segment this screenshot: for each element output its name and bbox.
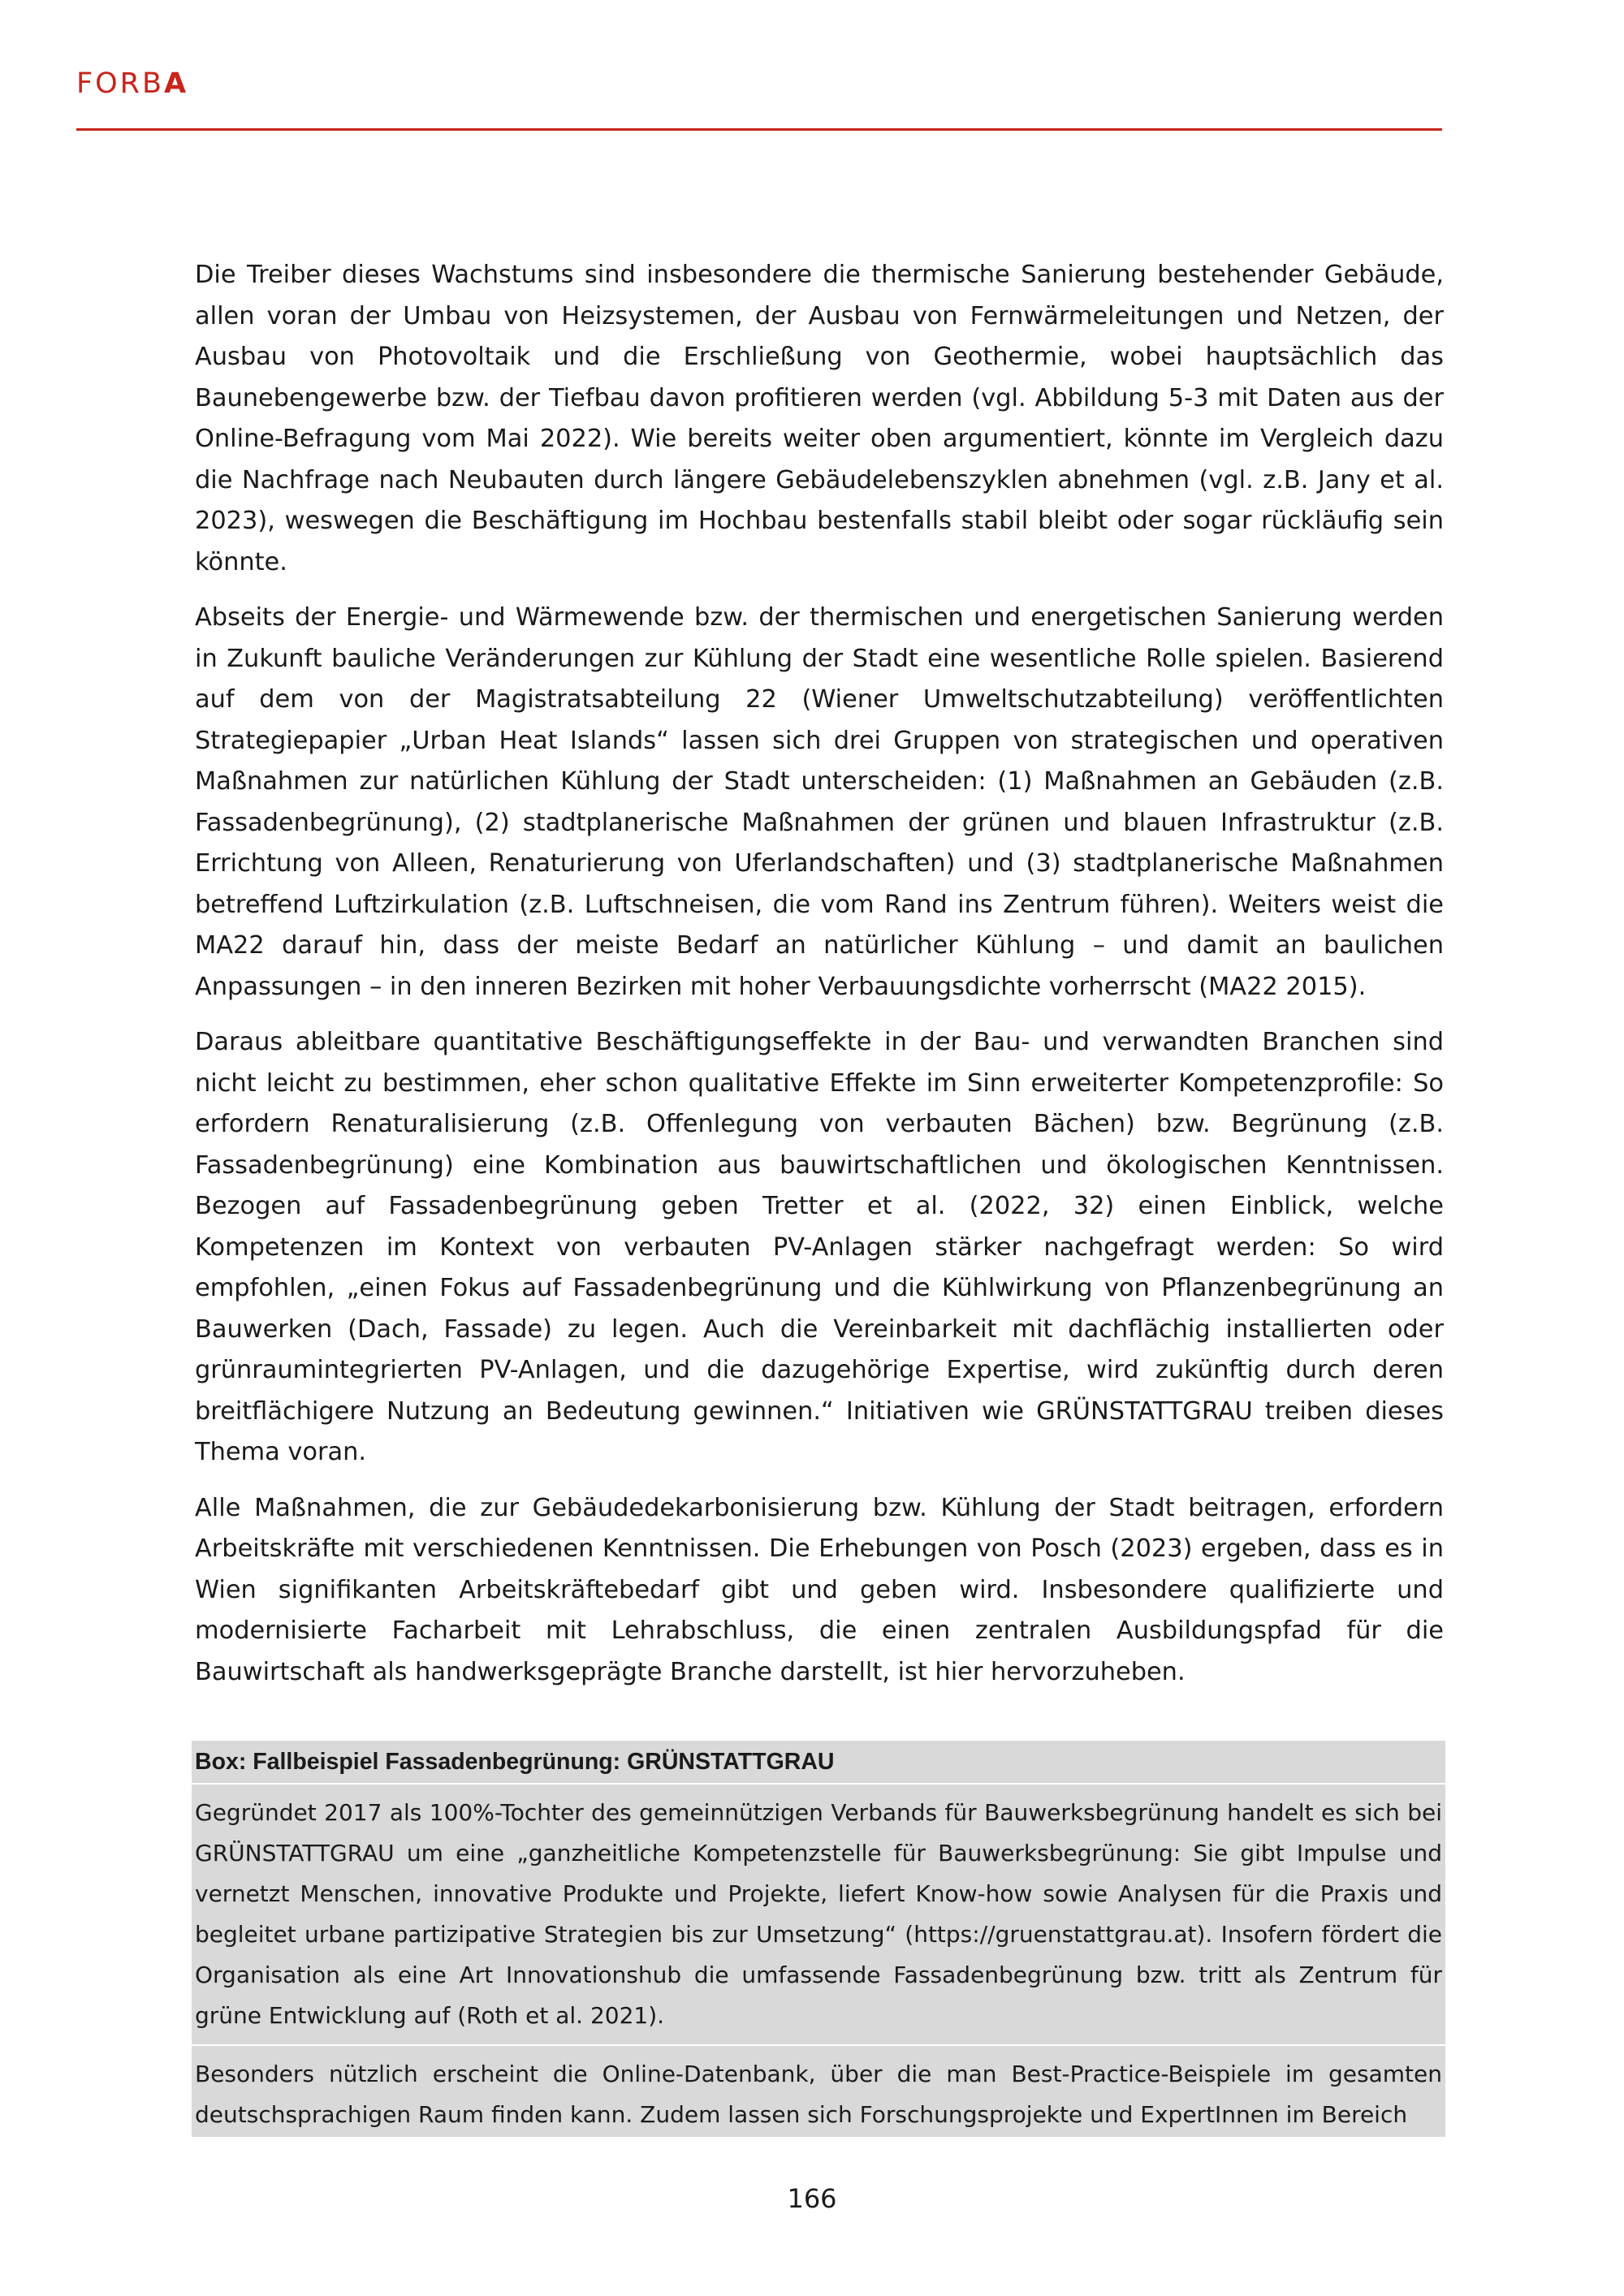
body-paragraph: Alle Maßnahmen, die zur Gebäudedekarbonisierung bzw. Kühlung der Stadt beitragen, erfordern Arbeitskräfte mit verschiedenen Kenntnissen. Die Erhebungen von Posch (2023) ergeben, dass es in Wien signifikanten Arbeitskräftebedarf gibt und geben wird. Insbesondere qualifizierte und modernisierte Facharbeit mit Lehrabschluss, die einen zentralen Ausbildungspfad für die Bauwirtschaft als handwerksgeprägte Branche darstellt, ist hier hervorzuheben. [195,1493,1444,1686]
box-paragraph: Gegründet 2017 als 100%-Tochter des gemeinnützigen Verbands für Bauwerksbegrünung handelt es sich bei GRÜNSTATTGRAU um eine „ganzheitliche Kompetenzstelle für Bauwerksbegrünung: Sie gibt Impulse und vernetzt Menschen, innovative Produkte und Projekte, liefert Know-how sowie Analysen für die Praxis und begleitet urbane partizipative Strategien bis zur Umsetzung“ (https://gruenstattgrau.at). Insofern fördert die Organisation als eine Art Innovationshub die umfassende Fassadenbegrünung bzw. tritt als Zentrum für grüne Entwicklung auf (Roth et al. 2021). [195,1799,1442,2029]
logo-text: FORB [76,67,165,100]
header-divider [76,128,1442,131]
case-study-box [192,1741,1445,2137]
body-paragraph: Daraus ableitbare quantitative Beschäftigungseffekte in der Bau- und verwandten Branchen sind nicht leicht zu bestimmen, eher schon qualitative Effekte im Sinn erweiterter Kompetenzprofile: So erfordern Renaturalisierung (z.B. Offenlegung von verbauten Bächen) bzw. Begrünung (z.B. Fassadenbegrünung) eine Kombination aus bauwirtschaftlichen und ökologischen Kenntnissen. Bezogen auf Fassadenbegrünung geben Tretter et al. (2022, 32) einen Einblick, welche Kompetenzen im Kontext von verbauten PV-Anlagen stärker nachgefragt werden: So wird empfohlen, „einen Fokus auf Fassadenbegrünung und die Kühlwirkung von Pflanzenbegrünung an Bauwerken (Dach, Fassade) zu legen. Auch die Vereinbarkeit mit dachflächig installierten oder grünraumintegrierten PV-Anlagen, und die dazugehörige Expertise, wird zukünftig durch deren breitflächigere Nutzung an Bedeutung gewinnen.“ Initiativen wie GRÜNSTATTGRAU treiben dieses Thema voran. [195,1028,1444,1466]
body-paragraph: Die Treiber dieses Wachstums sind insbesondere die thermische Sanierung bestehender Gebäude, allen voran der Umbau von Heizsystemen, der Ausbau von Fernwärmeleitungen und Netzen, der Ausbau von Photovoltaik und die Erschließung von Geothermie, wobei hauptsächlich das Baunebengewerbe bzw. der Tiefbau davon profitieren werden (vgl. Abbildung 5-3 mit Daten aus der Online-Befragung vom Mai 2022). Wie bereits weiter oben argumentiert, könnte im Vergleich dazu die Nachfrage nach Neubauten durch längere Gebäudelebenszyklen abnehmen (vgl. z.B. Jany et al. 2023), weswegen die Beschäftigung im Hochbau bestenfalls stabil bleibt oder sogar rückläufig sein könnte. [195,261,1444,576]
box-title: Box: Fallbeispiel Fassadenbegrünung: GRÜNSTATTGRAU [192,1741,1445,1785]
brand-logo [76,67,189,100]
box-paragraph: Besonders nützlich erscheint die Online-Datenbank, über die man Best-Practice-Beispiele im gesamten deutschsprachigen Raum finden kann. Zudem lassen sich Forschungsprojekte und ExpertInnen im Bereich [192,2044,1445,2135]
page-number: 166 [787,2183,837,2214]
main-text [195,255,1444,1707]
logo-accent-letter: A [164,67,189,100]
body-paragraph: Abseits der Energie- und Wärmewende bzw. der thermischen und energetischen Sanierung werden in Zukunft bauliche Veränderungen zur Kühlung der Stadt eine wesentliche Rolle spielen. Basierend auf dem von der Magistratsabteilung 22 (Wiener Umweltschutzabteilung) veröffentlichten Strategiepapier „Urban Heat Islands“ lassen sich drei Gruppen von strategischen und operativen Maßnahmen zur natürlichen Kühlung der Stadt unterscheiden: (1) Maßnahmen an Gebäuden (z.B. Fassadenbegrünung), (2) stadtplanerische Maßnahmen der grünen und blauen Infrastruktur (z.B. Errichtung von Alleen, Renaturierung von Uferlandschaften) und (3) stadtplanerische Maßnahmen betreffend Luftzirkulation (z.B. Luftschneisen, die vom Rand ins Zentrum führen). Weiters weist die MA22 darauf hin, dass der meiste Bedarf an natürlicher Kühlung – und damit an baulichen Anpassungen – in den inneren Bezirken mit hoher Verbauungsdichte vorherrscht (MA22 2015). [195,603,1444,1001]
